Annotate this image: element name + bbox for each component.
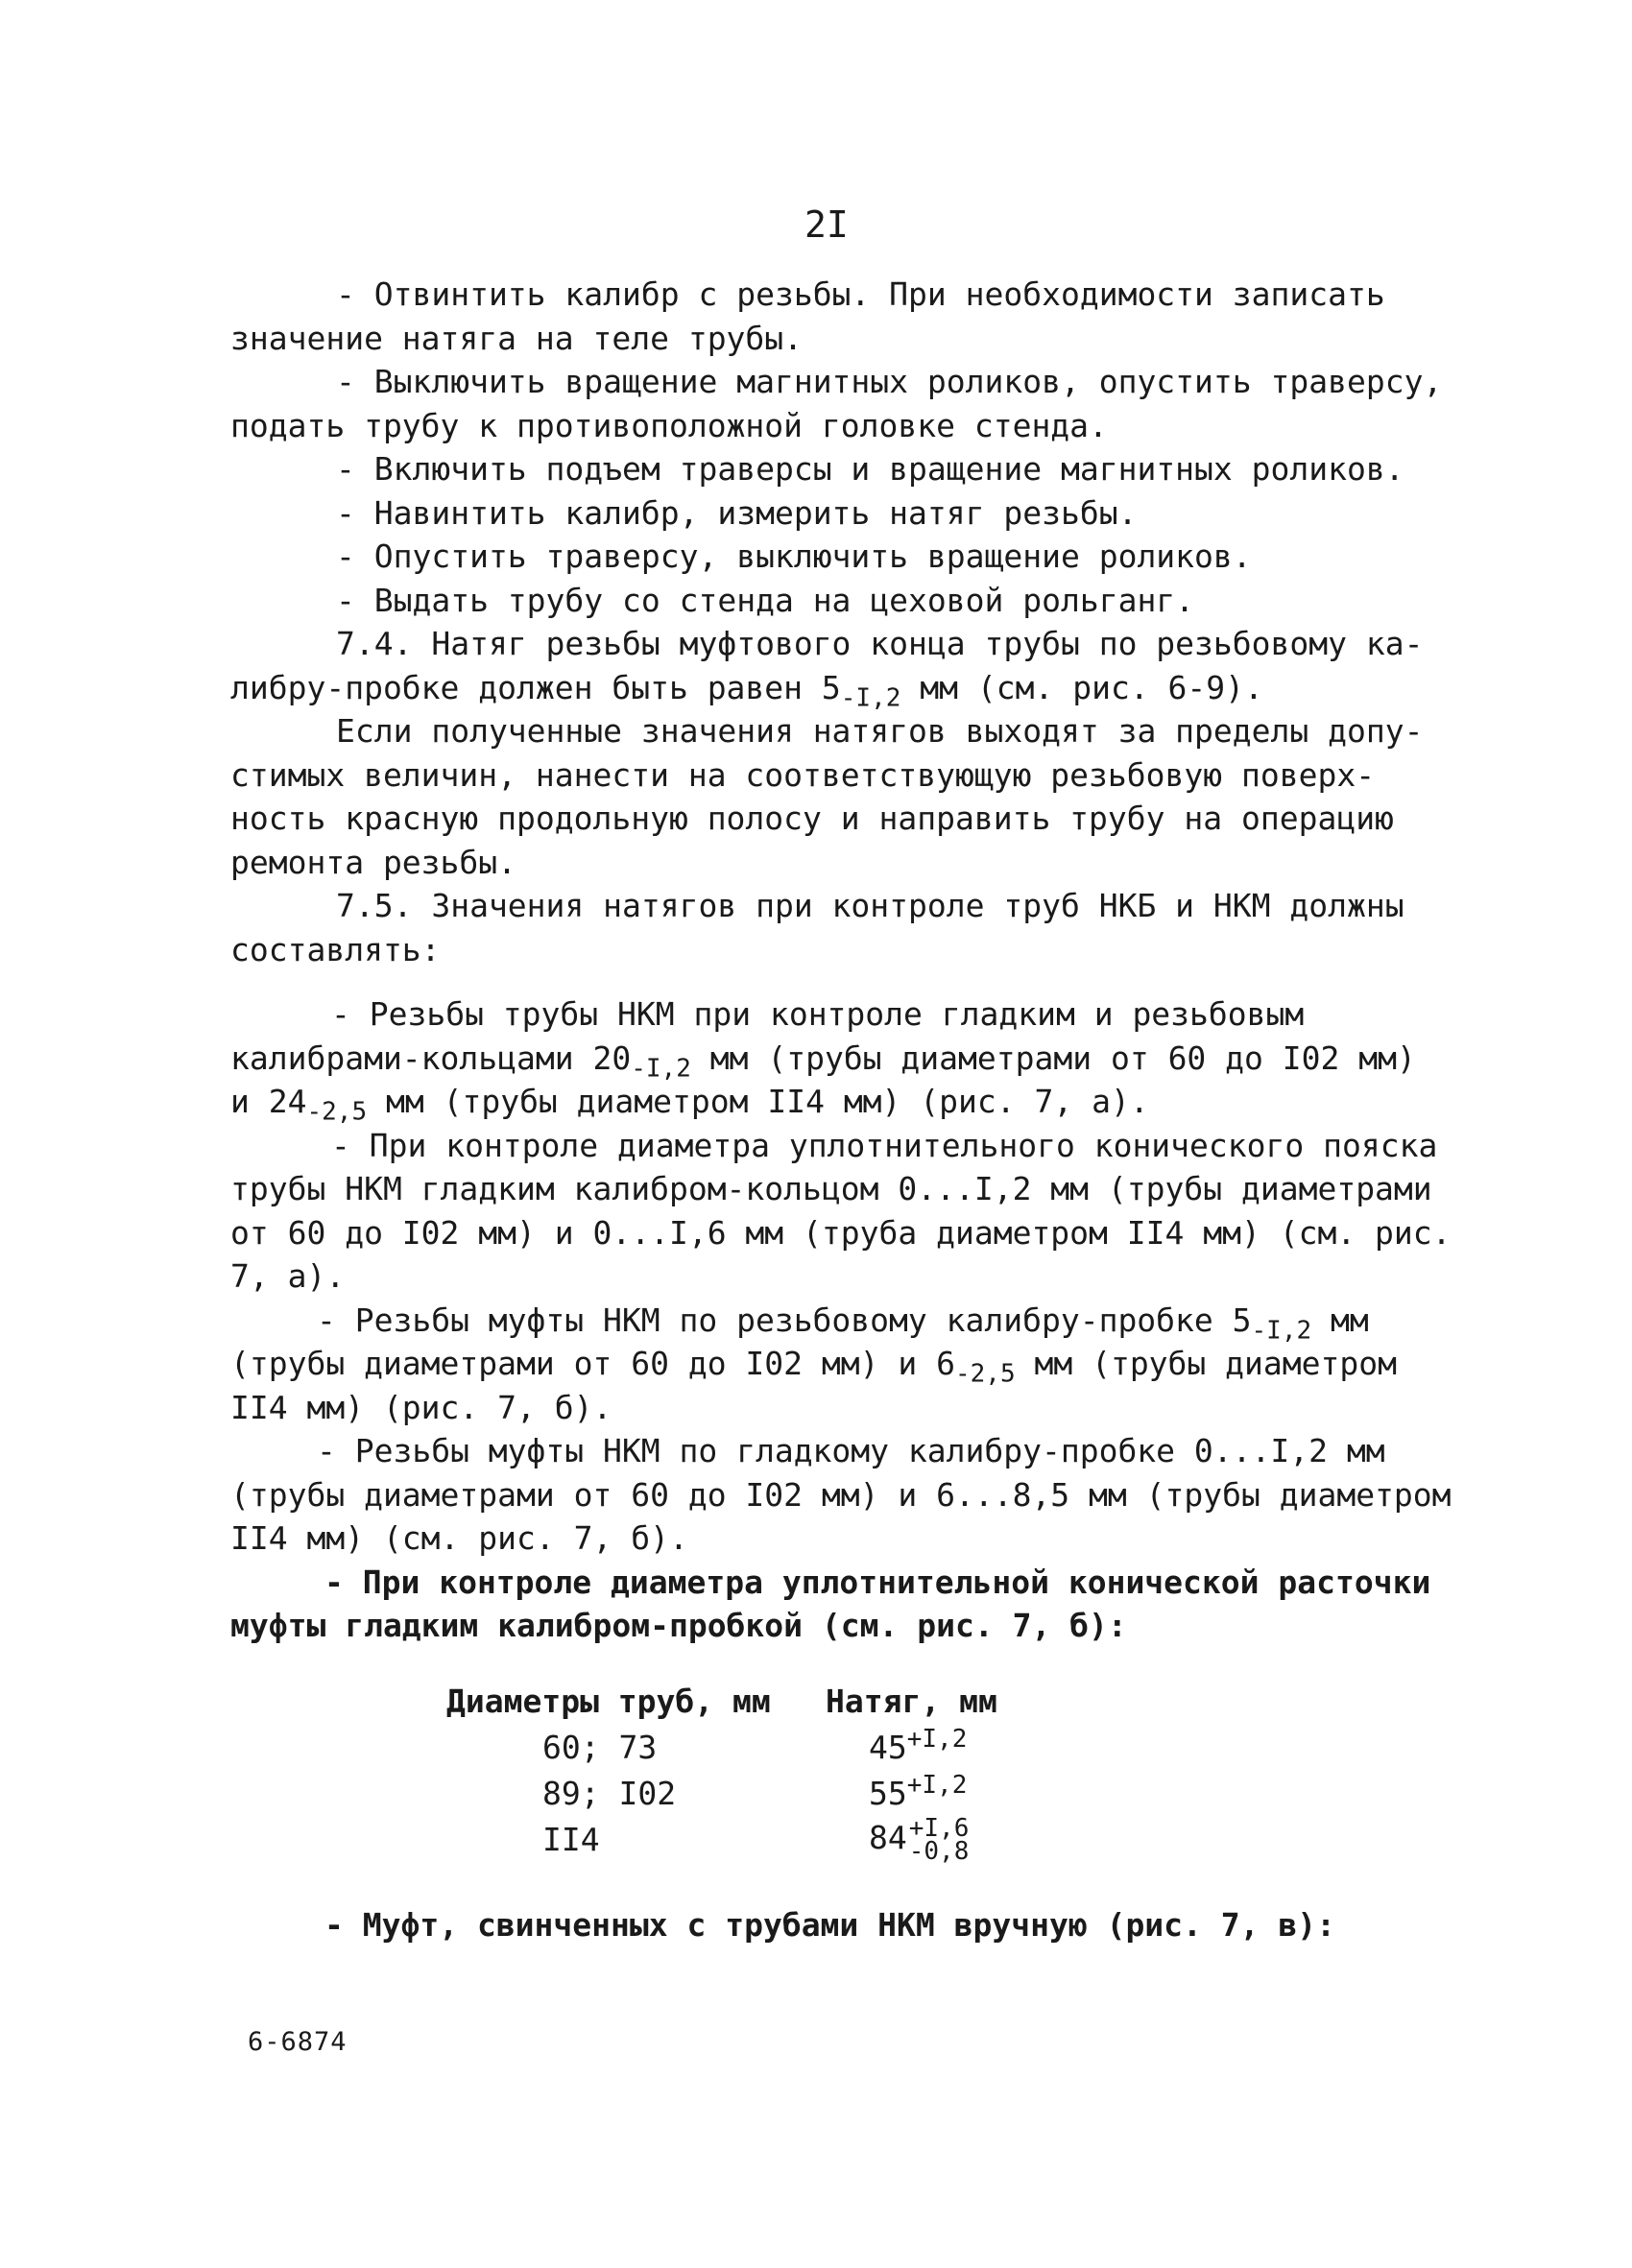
paragraph-line: ность красную продольную полосу и направить трубу на операцию [230, 800, 1394, 837]
paragraph-line: - Выдать трубу со стенда на цеховой рольганг. [336, 581, 1195, 619]
paragraph-line: - Резьбы трубы НКМ при контроле гладким и резьбовым [331, 995, 1305, 1033]
table-header-diameter: Диаметры труб, мм [446, 1682, 771, 1720]
paragraph-line: либру-пробке должен быть равен $5_{-I,2}$ мм (см. рис. 6-9). [230, 668, 1263, 713]
paragraph-line: - Резьбы муфты НКМ по гладкому калибру-пробке 0...I,2 мм [317, 1432, 1385, 1469]
document-code: 6-6874 [248, 2027, 348, 2057]
paragraph-line: - Резьбы муфты НКМ по резьбовому калибру-пробке $5_{-I,2}$ мм [317, 1301, 1369, 1346]
table-header-row [446, 1679, 1411, 1725]
paragraph-line: калибрами-кольцами $20_{-I,2}$ мм (трубы диаметрами от 60 до I02 мм) [230, 1039, 1416, 1084]
paragraph-line: - Опустить траверсу, выключить вращение роликов. [336, 537, 1252, 575]
paragraph-line: от 60 до I02 мм) и 0...I,6 мм (труба диаметром II4 мм) (см. рис. [230, 1213, 1452, 1252]
paragraph-line: - Выключить вращение магнитных роликов, опустить траверсу, [336, 363, 1443, 400]
table-row [446, 1771, 1411, 1817]
table-row [446, 1725, 1411, 1771]
paragraph-line: - При контроле диаметра уплотнительной конической расточки [324, 1563, 1431, 1601]
paragraph-line: и $24_{-2,5}$ мм (трубы диаметром II4 мм) (рис. 7, а). [230, 1083, 1149, 1127]
paragraph-line: 7, а). [230, 1257, 346, 1295]
table-cell-diameter: II4 [542, 1820, 600, 1858]
after-table-line: - Муфт, свинченных с трубами НКМ вручную (рис. 7, в): [324, 1905, 1335, 1944]
paragraph-line: - Отвинтить калибр с резьбы. При необходимости записать [336, 275, 1385, 313]
table-cell-tightness: 84 +I,6 -0,8 [869, 1813, 970, 1866]
table-cell-diameter: 89; I02 [542, 1774, 677, 1812]
table-row [446, 1813, 1411, 1866]
tolerance-subscript: -I,2 [840, 683, 901, 713]
paragraph-line: стимых величин, нанести на соответствующую резьбовую поверх- [230, 755, 1376, 794]
tolerance-table [446, 1679, 1411, 1866]
paragraph-line: муфты гладким калибром-пробкой (см. рис. 7, б): [230, 1607, 1127, 1644]
section-7-5-line: 7.5. Значения натягов при контроле труб НКБ и НКМ должны [336, 887, 1404, 924]
paragraph-line: значение натяга на теле трубы. [230, 319, 804, 357]
tolerance-subscript: -2,5 [954, 1359, 1016, 1389]
paragraph-line: II4 мм) (рис. 7, б). [230, 1388, 612, 1426]
paragraph-line: трубы НКМ гладким калибром-кольцом 0...I,2 мм (трубы диаметрами [230, 1170, 1432, 1207]
paragraph-line: (трубы диаметрами от 60 до I02 мм) и $6_{-2,5}$ мм (трубы диаметром [230, 1345, 1397, 1389]
paragraph-line: (трубы диаметрами от 60 до I02 мм) и 6...8,5 мм (трубы диаметром [230, 1475, 1452, 1514]
table-cell-diameter: 60; 73 [542, 1728, 658, 1766]
paragraph-line: - Включить подъем траверсы и вращение магнитных роликов. [336, 450, 1404, 488]
table-cell-tightness: $55^{+I,2}$ [869, 1770, 968, 1812]
paragraph-line: подать трубу к противоположной головке стенда. [230, 406, 1108, 444]
tolerance-subscript: -I,2 [1251, 1316, 1312, 1346]
table-cell-tightness: $45^{+I,2}$ [869, 1724, 968, 1766]
paragraph-line: - Навинтить калибр, измерить натяг резьбы. [336, 493, 1138, 532]
paragraph-line: Если полученные значения натягов выходят за пределы допу- [336, 712, 1424, 750]
page-number: 2I [804, 203, 849, 246]
paragraph-line: ремонта резьбы. [230, 843, 517, 881]
body-text [230, 273, 1452, 1946]
tolerance-subscript: -2,5 [306, 1097, 368, 1127]
paragraph-line: - При контроле диаметра уплотнительного конического пояска [331, 1126, 1438, 1164]
paragraph-line: составлять: [230, 930, 441, 968]
tolerance-subscript: -I,2 [631, 1054, 691, 1084]
section-7-4-line: 7.4. Натяг резьбы муфтового конца трубы по резьбовому ка- [336, 625, 1424, 662]
paragraph-line: II4 мм) (см. рис. 7, б). [230, 1519, 688, 1557]
table-header-tightness: Натяг, мм [826, 1682, 997, 1720]
